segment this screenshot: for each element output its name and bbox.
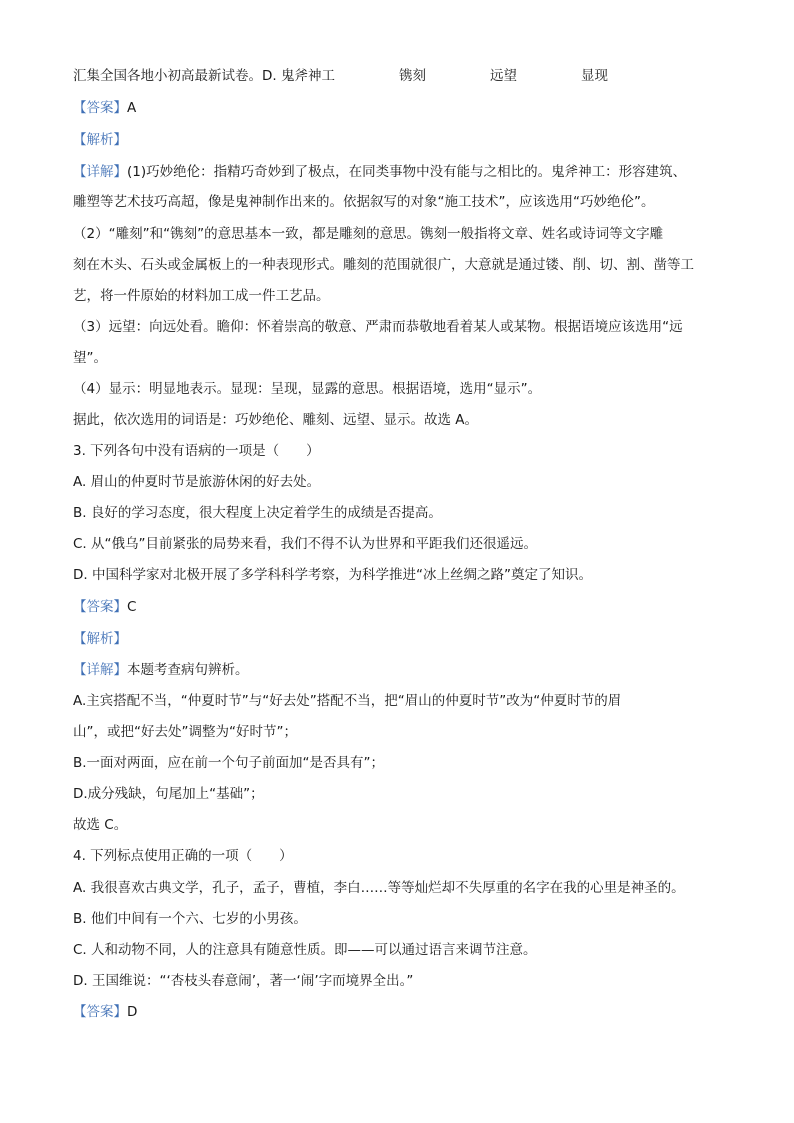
q3-option-c: C. 从“俄乌”目前紧张的局势来看，我们不得不认为世界和平距我们还很遥远。: [73, 536, 537, 552]
q2-answer: [73, 98, 733, 118]
detail-tag: 【详解】: [73, 164, 127, 180]
q3-detail-line: [73, 660, 733, 680]
analysis-tag: 【解析】: [73, 631, 127, 647]
q4-option-c: C. 人和动物不同，人的注意具有随意性质。即——可以通过语言来调节注意。: [73, 942, 537, 958]
q2-detail-line: 望”。: [73, 350, 107, 366]
q4-option-d: D. 王国维说：“‘杏枝头春意闹’，著一‘闹’字而境界全出。”: [73, 973, 414, 989]
analysis-tag: 【解析】: [73, 132, 127, 148]
answer-tag: 【答案】: [73, 599, 127, 615]
q2-option-d-word-4: 显现: [580, 68, 608, 84]
q2-detail-line: （3）远望：向远处看。瞻仰：怀着崇高的敬意、严肃而恭敬地看着某人或某物。根据语境应该选用“远: [73, 319, 683, 335]
q2-detail-line: 艺，将一件原始的材料加工成一件工艺品。: [73, 288, 330, 304]
q2-detail-line: （2）“雕刻”和“镌刻”的意思基本一致，都是雕刻的意思。镌刻一般指将文章、姓名或诗词等文字雕: [73, 226, 664, 242]
q3-detail-line: 故选 C。: [73, 817, 128, 833]
q4-answer: [73, 1002, 733, 1022]
detail-text: 本题考查病句辨析。: [127, 662, 249, 678]
answer-tag: 【答案】: [73, 1004, 127, 1020]
q3-detail-line: A.主宾搭配不当，“仲夏时节”与“好去处”搭配不当，把“眉山的仲夏时节”改为“仲夏时节的眉: [73, 693, 622, 709]
answer-value: A: [127, 100, 137, 116]
q3-detail-line: D.成分残缺，句尾加上“基础”；: [73, 786, 264, 802]
q4-option-a: A. 我很喜欢古典文学，孔子，孟子，曹植，李白……等等灿烂却不失厚重的名字在我的心里是神圣的。: [73, 880, 685, 896]
q2-detail-line: （4）显示：明显地表示。显现：呈现，显露的意思。根据语境，选用“显示”。: [73, 381, 542, 397]
detail-text: (1)巧妙绝伦：指精巧奇妙到了极点，在同类事物中没有能与之相比的。鬼斧神工：形容建筑、: [127, 164, 687, 180]
q3-detail-line: B.一面对两面，应在前一个句子前面加“是否具有”；: [73, 755, 385, 771]
q2-detail-line: 雕塑等艺术技巧高超，像是鬼神制作出来的。依据叙写的对象“施工技术”，应该选用“巧妙绝伦”。: [73, 194, 655, 210]
q2-detail-line: 据此，依次选用的词语是：巧妙绝伦、雕刻、远望、显示。故选 A。: [73, 412, 479, 428]
q3-option-b: B. 良好的学习态度，很大程度上决定着学生的成绩是否提高。: [73, 505, 442, 521]
q3-option-d: D. 中国科学家对北极开展了多学科科学考察，为科学推进“冰上丝绸之路”奠定了知识。: [73, 567, 592, 583]
q3-analysis-heading: [73, 629, 733, 649]
q3-answer: [73, 597, 733, 617]
q2-detail-line: [73, 162, 733, 182]
q3-option-a: A. 眉山的仲夏时节是旅游休闲的好去处。: [73, 474, 321, 490]
q3-stem: 3. 下列各句中没有语病的一项是（ ）: [73, 443, 320, 459]
answer-value: D: [127, 1004, 138, 1020]
q2-detail-line: 刻在木头、石头或金属板上的一种表现形式。雕刻的范围就很广，大意就是通过镂、削、切、割、凿等工: [73, 257, 694, 273]
q3-detail-line: 山”，或把“好去处”调整为“好时节”；: [73, 724, 297, 740]
q4-option-b: B. 他们中间有一个六、七岁的小男孩。: [73, 911, 307, 927]
detail-tag: 【详解】: [73, 662, 127, 678]
q2-option-d-word-2: 镌刻: [398, 68, 426, 84]
q2-analysis-heading: [73, 130, 733, 150]
q2-option-d-word-3: 远望: [489, 68, 517, 84]
answer-tag: 【答案】: [73, 100, 127, 116]
q2-option-d-row: [73, 66, 733, 86]
q4-stem: 4. 下列标点使用正确的一项（ ）: [73, 848, 293, 864]
q2-option-d-prefix: 汇集全国各地小初高最新试卷。D. 鬼斧神工: [73, 68, 335, 84]
answer-value: C: [127, 599, 137, 615]
